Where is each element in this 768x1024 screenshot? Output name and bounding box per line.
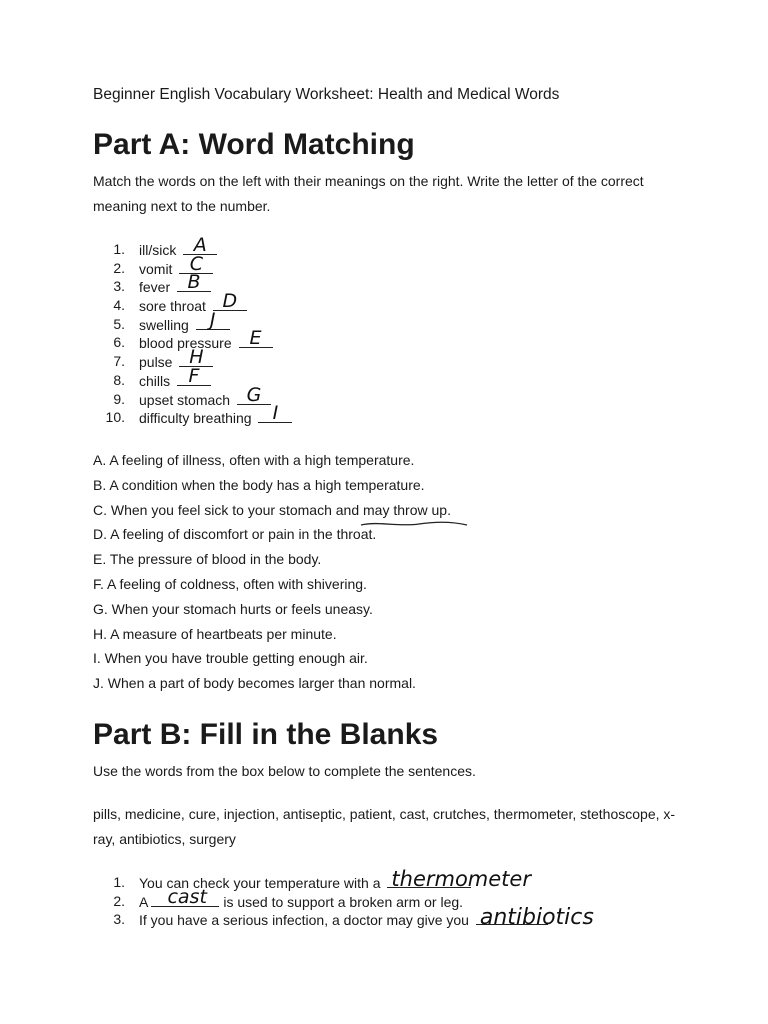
definition-item: F. A feeling of coldness, often with shivering.	[93, 575, 367, 592]
matching-item: 7. pulse H	[93, 352, 292, 371]
word-box: pills, medicine, cure, injection, antiseptic, patient, cast, crutches, thermometer, stethoscope, x-ray, antibiotics, surgery	[93, 806, 676, 847]
fill-blanks-list	[93, 867, 594, 930]
matching-item: 4. sore throat D	[93, 296, 292, 315]
matching-word: fever	[139, 279, 171, 296]
definition-item: J. When a part of body becomes larger than normal.	[93, 675, 416, 692]
handwritten-answer: C	[189, 252, 203, 275]
handwritten-answer: thermometer	[391, 867, 531, 892]
definition-item: B. A condition when the body has a high temperature.	[93, 476, 425, 493]
matching-item: 9. upset stomach G	[93, 390, 292, 409]
matching-word: sore throat	[139, 298, 206, 315]
definition-item: G. When your stomach hurts or feels uneasy.	[93, 600, 373, 617]
definition-item: I. When you have trouble getting enough air.	[93, 650, 368, 667]
matching-word: difficulty breathing	[139, 410, 252, 427]
underlined-phrase: may throw up	[363, 498, 447, 523]
answer-blank[interactable]	[387, 867, 531, 892]
matching-word: blood pressure	[139, 335, 232, 352]
matching-word: pulse	[139, 354, 173, 371]
matching-item: 1. ill/sick A	[93, 240, 292, 259]
matching-word: swelling	[139, 316, 189, 333]
matching-word: upset stomach	[139, 391, 231, 408]
definitions-list	[93, 448, 451, 696]
handwritten-answer: E	[249, 327, 262, 350]
handwritten-answer: G	[246, 383, 262, 406]
definition-item: C. When you feel sick to your stomach and may throw up .	[93, 498, 451, 523]
matching-item: 10. difficulty breathing I	[93, 408, 292, 427]
handwritten-underline-mark	[359, 519, 469, 529]
matching-item: 3. fever B	[93, 277, 292, 296]
matching-word: chills	[139, 372, 171, 389]
part-a-heading: Part A: Word Matching	[93, 128, 415, 161]
sentence-item: 2. A cast is used to support a broken arm or leg.	[113, 885, 464, 910]
part-a-instructions: Match the words on the left with their meanings on the right. Write the letter of the correct meaning next to the number.	[93, 173, 644, 214]
handwritten-answer: J	[209, 308, 216, 331]
matching-word: ill/sick	[139, 242, 177, 258]
sentence-item: 1. You can check your temperature with a thermometer	[113, 867, 531, 892]
handwritten-answer: I	[272, 402, 279, 425]
matching-item: 2. vomit C	[93, 259, 292, 278]
handwritten-answer: antibiotics	[479, 904, 594, 930]
definition-item: D. A feeling of discomfort or pain in the throat.	[93, 526, 377, 543]
answer-blank[interactable]	[177, 364, 211, 387]
matching-item: 8. chills F	[93, 371, 292, 390]
handwritten-answer: cast	[167, 885, 207, 908]
handwritten-answer: H	[189, 346, 204, 369]
handwritten-answer: B	[187, 271, 201, 294]
document-title: Beginner English Vocabulary Worksheet: Health and Medical Words	[93, 86, 560, 103]
matching-list	[93, 234, 292, 427]
part-b-instructions: Use the words from the box below to complete the sentences.	[93, 763, 476, 779]
definition-item: H. A measure of heartbeats per minute.	[93, 625, 337, 642]
answer-blank[interactable]	[151, 885, 219, 908]
handwritten-answer: A	[193, 234, 207, 256]
matching-item: 5. swelling J	[93, 315, 292, 334]
answer-blank[interactable]	[177, 271, 211, 294]
part-b-heading: Part B: Fill in the Blanks	[93, 718, 439, 751]
definition-item: A. A feeling of illness, often with a high temperature.	[93, 452, 415, 468]
handwritten-answer: F	[188, 364, 200, 387]
matching-item: 6. blood pressure E	[93, 333, 292, 352]
handwritten-answer: D	[222, 290, 238, 313]
answer-blank[interactable]	[476, 904, 594, 930]
matching-word: vomit	[139, 260, 173, 277]
answer-blank[interactable]	[196, 308, 230, 331]
answer-blank[interactable]	[239, 327, 273, 350]
sentence-item: 3. If you have a serious infection, a doctor may give you antibiotics	[113, 904, 594, 930]
answer-blank[interactable]	[258, 402, 292, 425]
definition-item: E. The pressure of blood in the body.	[93, 551, 322, 568]
